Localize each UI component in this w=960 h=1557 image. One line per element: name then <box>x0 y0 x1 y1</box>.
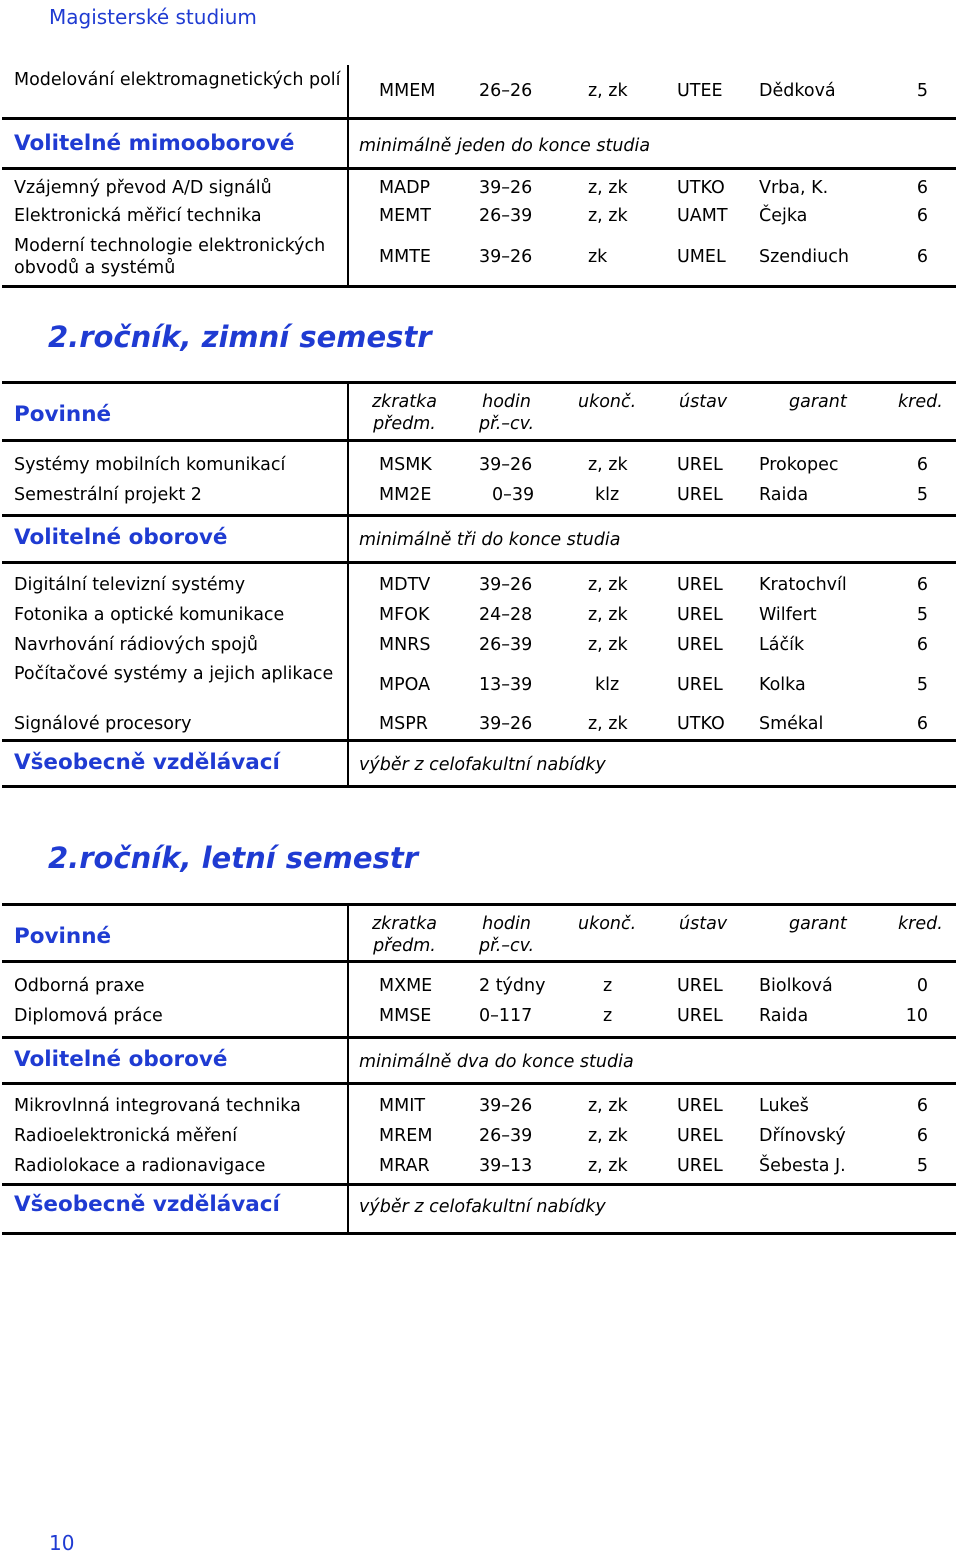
course-row <box>2 170 956 200</box>
course-code: MREM <box>379 1126 433 1146</box>
course-name: Elektronická měřicí technika <box>14 206 262 226</box>
course-row <box>2 1119 956 1149</box>
course-hours: 26–26 <box>479 81 533 101</box>
course-credits: 6 <box>916 1126 928 1146</box>
section-title: Povinné <box>14 402 112 427</box>
section-note: výběr z celofakultní nabídky <box>359 755 606 775</box>
course-name: Modelování elektromagnetických polí <box>14 70 341 90</box>
course-code: MFOK <box>379 605 430 625</box>
course-code: MPOA <box>379 675 431 695</box>
section-row <box>2 120 956 170</box>
course-institute: UMEL <box>677 247 726 267</box>
header-row <box>2 906 956 963</box>
course-row <box>2 1085 956 1119</box>
course-row <box>2 472 956 517</box>
course-code: MM2E <box>379 485 432 505</box>
course-hours: 26–39 <box>479 635 533 655</box>
table-summer <box>2 903 956 1235</box>
course-credits: 6 <box>916 1096 928 1116</box>
course-credits: 6 <box>916 575 928 595</box>
course-completion: z, zk <box>588 575 628 595</box>
section-row <box>2 1039 956 1085</box>
course-completion: z, zk <box>588 714 628 734</box>
course-garant: Kolka <box>759 675 806 695</box>
course-garant: Raida <box>759 1006 809 1026</box>
course-code: MDTV <box>379 575 431 595</box>
section-title: Volitelné mimooborové <box>14 131 295 156</box>
course-name: Semestrální projekt 2 <box>14 485 202 505</box>
course-institute: UREL <box>677 1006 723 1026</box>
section-title: Volitelné oborové <box>14 1047 228 1072</box>
course-code: MMTE <box>379 247 431 267</box>
course-institute: UREL <box>677 575 723 595</box>
course-row <box>2 710 956 742</box>
course-credits: 6 <box>916 206 928 226</box>
course-completion: zk <box>588 247 608 267</box>
course-row <box>2 628 956 658</box>
col-header-code: zkratka předm. <box>372 914 437 956</box>
course-institute: UTKO <box>677 714 725 734</box>
course-hours: 2 týdny <box>479 976 546 996</box>
course-institute: UREL <box>677 1126 723 1146</box>
course-credits: 6 <box>916 178 928 198</box>
course-name: Moderní technologie elektronických obvodů a systémů <box>14 236 326 278</box>
course-completion: klz <box>595 485 620 505</box>
course-hours: 24–28 <box>479 605 533 625</box>
course-institute: UREL <box>677 1096 723 1116</box>
col-header-garant: garant <box>789 914 847 934</box>
course-garant: Čejka <box>759 206 808 226</box>
course-hours: 26–39 <box>479 206 533 226</box>
course-institute: UREL <box>677 605 723 625</box>
course-code: MSMK <box>379 455 432 475</box>
course-institute: UAMT <box>677 206 728 226</box>
course-name: Radiolokace a radionavigace <box>14 1156 266 1176</box>
page-header: Magisterské studium <box>49 5 257 29</box>
course-code: MMEM <box>379 81 436 101</box>
course-code: MMIT <box>379 1096 426 1116</box>
course-hours: 13–39 <box>479 675 533 695</box>
course-completion: klz <box>595 675 620 695</box>
course-completion: z, zk <box>588 206 628 226</box>
course-hours: 39–13 <box>479 1156 533 1176</box>
header-row <box>2 384 956 442</box>
course-institute: UREL <box>677 1156 723 1176</box>
course-garant: Kratochvíl <box>759 575 847 595</box>
course-name: Počítačové systémy a jejich aplikace <box>14 664 334 684</box>
section-title: Všeobecně vzdělávací <box>14 1192 280 1217</box>
col-header-institute: ústav <box>679 392 728 412</box>
page-number: 10 <box>49 1531 75 1555</box>
col-header-completion: ukonč. <box>578 392 637 412</box>
course-row <box>2 200 956 230</box>
course-garant: Láčík <box>759 635 805 655</box>
course-completion: z, zk <box>588 605 628 625</box>
course-credits: 6 <box>916 247 928 267</box>
course-name: Mikrovlnná integrovaná technika <box>14 1096 301 1116</box>
course-hours: 0–117 <box>479 1006 533 1026</box>
course-code: MSPR <box>379 714 428 734</box>
course-institute: UREL <box>677 675 723 695</box>
course-credits: 5 <box>916 1156 928 1176</box>
course-garant: Lukeš <box>759 1096 809 1116</box>
course-institute: UREL <box>677 455 723 475</box>
course-institute: UTKO <box>677 178 725 198</box>
course-name: Odborná praxe <box>14 976 145 996</box>
course-hours: 39–26 <box>479 178 533 198</box>
course-credits: 5 <box>916 605 928 625</box>
section-row <box>2 517 956 564</box>
course-garant: Szendiuch <box>759 247 849 267</box>
course-row <box>2 65 956 120</box>
course-row <box>2 564 956 598</box>
course-hours: 39–26 <box>479 714 533 734</box>
course-row <box>2 963 956 996</box>
course-credits: 5 <box>916 485 928 505</box>
course-name: Signálové procesory <box>14 714 192 734</box>
section-note: minimálně jeden do konce studia <box>359 136 651 156</box>
course-hours: 39–26 <box>479 575 533 595</box>
col-header-code: zkratka předm. <box>372 392 437 434</box>
course-credits: 10 <box>905 1006 928 1026</box>
course-credits: 0 <box>916 976 928 996</box>
course-code: MNRS <box>379 635 431 655</box>
course-name: Diplomová práce <box>14 1006 163 1026</box>
course-name: Systémy mobilních komunikací <box>14 455 286 475</box>
course-name: Navrhování rádiových spojů <box>14 635 258 655</box>
course-credits: 6 <box>916 714 928 734</box>
course-hours: 26–39 <box>479 1126 533 1146</box>
course-garant: Šebesta J. <box>759 1156 846 1176</box>
col-header-hours: hodin př.–cv. <box>479 392 535 434</box>
course-completion: z, zk <box>588 1156 628 1176</box>
course-row <box>2 993 956 1039</box>
col-header-hours: hodin př.–cv. <box>479 914 535 956</box>
course-credits: 5 <box>916 675 928 695</box>
section-row <box>2 1186 956 1232</box>
col-header-institute: ústav <box>679 914 728 934</box>
course-code: MEMT <box>379 206 431 226</box>
course-name: Fotonika a optické komunikace <box>14 605 285 625</box>
course-institute: UREL <box>677 635 723 655</box>
course-completion: z, zk <box>588 81 628 101</box>
course-garant: Prokopec <box>759 455 839 475</box>
course-garant: Dřínovský <box>759 1126 846 1146</box>
course-institute: UREL <box>677 976 723 996</box>
course-credits: 5 <box>916 81 928 101</box>
course-code: MRAR <box>379 1156 430 1176</box>
section-title: Povinné <box>14 924 112 949</box>
course-name: Digitální televizní systémy <box>14 575 246 595</box>
course-garant: Biolková <box>759 976 833 996</box>
section-note: minimálně dva do konce studia <box>359 1052 634 1072</box>
section-title: Volitelné oborové <box>14 525 228 550</box>
course-garant: Raida <box>759 485 809 505</box>
course-completion: z <box>603 976 613 996</box>
course-completion: z, zk <box>588 178 628 198</box>
course-code: MADP <box>379 178 431 198</box>
col-header-garant: garant <box>789 392 847 412</box>
course-hours: 0–39 <box>492 485 535 505</box>
course-name: Radioelektronická měření <box>14 1126 238 1146</box>
course-garant: Vrba, K. <box>759 178 829 198</box>
winter-semester-title: 2.ročník, zimní semestr <box>48 320 432 354</box>
table-winter <box>2 381 956 788</box>
course-completion: z, zk <box>588 635 628 655</box>
course-code: MXME <box>379 976 433 996</box>
course-completion: z, zk <box>588 1096 628 1116</box>
course-code: MMSE <box>379 1006 432 1026</box>
course-credits: 6 <box>916 455 928 475</box>
course-row <box>2 658 956 710</box>
course-garant: Smékal <box>759 714 824 734</box>
course-row <box>2 230 956 285</box>
course-hours: 39–26 <box>479 455 533 475</box>
section-title: Všeobecně vzdělávací <box>14 750 280 775</box>
course-completion: z, zk <box>588 455 628 475</box>
course-institute: UTEE <box>677 81 723 101</box>
section-note: minimálně tři do konce studia <box>359 530 621 550</box>
course-garant: Wilfert <box>759 605 817 625</box>
table-continuation <box>2 65 956 288</box>
col-header-completion: ukonč. <box>578 914 637 934</box>
summer-semester-title: 2.ročník, letní semestr <box>48 841 418 875</box>
col-header-credits: kred. <box>898 392 943 412</box>
section-row <box>2 742 956 785</box>
course-row <box>2 598 956 628</box>
section-note: výběr z celofakultní nabídky <box>359 1197 606 1217</box>
course-institute: UREL <box>677 485 723 505</box>
col-header-credits: kred. <box>898 914 943 934</box>
course-name: Vzájemný převod A/D signálů <box>14 178 272 198</box>
course-row <box>2 1149 956 1186</box>
course-garant: Dědková <box>759 81 836 101</box>
course-completion: z, zk <box>588 1126 628 1146</box>
course-hours: 39–26 <box>479 247 533 267</box>
course-hours: 39–26 <box>479 1096 533 1116</box>
course-credits: 6 <box>916 635 928 655</box>
course-row <box>2 442 956 475</box>
course-completion: z <box>603 1006 613 1026</box>
